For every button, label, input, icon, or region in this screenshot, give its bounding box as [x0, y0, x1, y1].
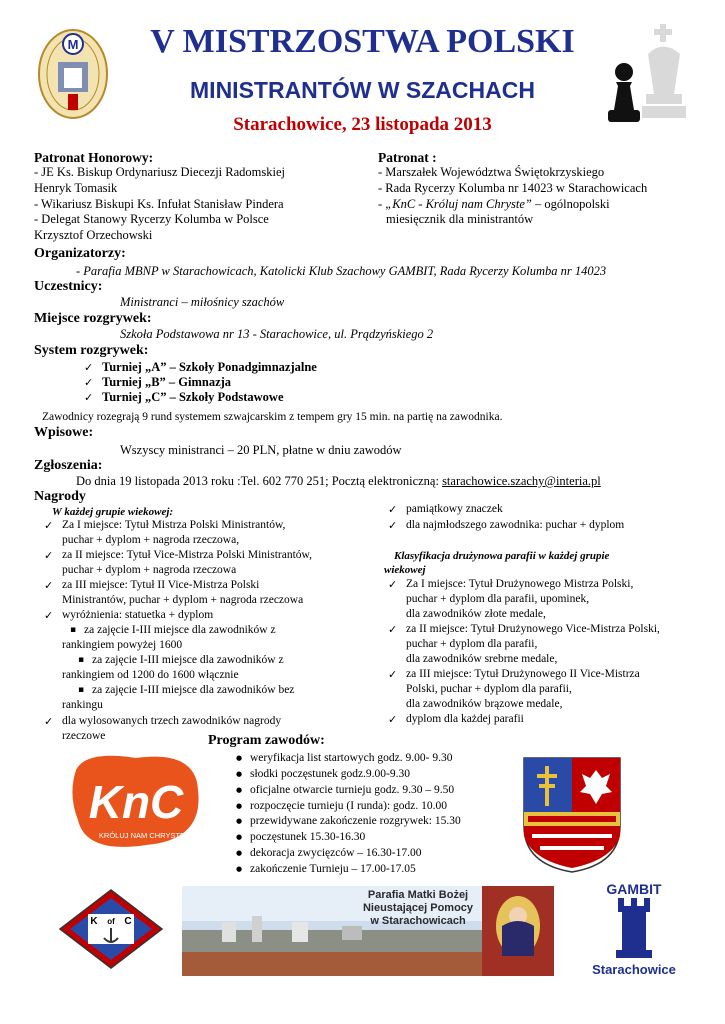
program-item: ● rozpoczęcie turnieju (I runda): godz. 10.00	[250, 799, 447, 814]
wpisowe-heading: Wpisowe:	[34, 425, 94, 440]
parish-name-line-3: w Starachowicach	[370, 915, 466, 927]
knc-logo-text: KnC	[88, 776, 184, 828]
knc-logo-tagline: KRÓLUJ NAM CHRYSTE	[98, 831, 186, 840]
team-classification-heading: Klasyfikacja drużynowa parafii w każdej grupie	[394, 550, 610, 562]
nagrody-heading: Nagrody	[34, 489, 86, 504]
kofc-of-letters: of	[107, 917, 115, 926]
prize-item: ✓ Za I miejsce: Tytuł Mistrza Polski Ministrantów,	[62, 518, 285, 533]
system-item: ✓ Turniej „A” – Szkoły Ponadgimnazjalne	[102, 360, 317, 375]
program-item: ● słodki poczęstunek godz.9.00-9.30	[250, 767, 410, 782]
miejsce-heading: Miejsce rozgrywek:	[34, 311, 152, 326]
gambit-name: GAMBIT	[606, 881, 662, 897]
team-classification-heading-2: wiekowej	[384, 564, 426, 576]
prize-item-cont: rzeczowe	[62, 730, 106, 742]
parish-name-line-1: Parafia Matki Bożej	[367, 889, 469, 901]
gambit-club-logo	[584, 880, 684, 980]
gambit-city: Starachowice	[592, 962, 676, 977]
parish-banner	[182, 886, 554, 976]
program-item: ● przewidywane zakończenie rozgrywek: 15.30	[250, 814, 461, 829]
team-prize-item: ✓ za III miejsce: Tytuł Drużynowego II Vice-Mistrza	[406, 667, 640, 682]
patronat-honorowy-line: Henryk Tomasik	[34, 181, 118, 195]
king-piece-icon	[642, 24, 686, 118]
program-item: ● weryfikacja list startowych godz. 9.00- 9.30	[250, 751, 452, 766]
program-heading: Program zawodów:	[208, 733, 325, 748]
system-heading: System rozgrywek:	[34, 343, 149, 358]
program-item: ● zakończenie Turnieju – 17.00-17.05	[250, 862, 416, 877]
prize-item: ✓ pamiątkowy znaczek	[406, 502, 503, 517]
zgloszenia-heading: Zgłoszenia:	[34, 458, 103, 473]
prize-item-cont: rankingu	[62, 699, 103, 711]
team-prize-cont: Polski, puchar + dyplom dla parafii,	[406, 683, 572, 695]
knights-of-columbus-emblem	[58, 888, 164, 970]
uczestnicy-heading: Uczestnicy:	[34, 279, 103, 294]
patronat-heading: Patronat :	[378, 150, 437, 165]
patronat-line: - Marszałek Województwa Świętokrzyskiego	[378, 165, 605, 179]
nagrody-left-heading: W każdej grupie wiekowej:	[52, 506, 174, 518]
prize-item-cont: puchar + dyplom + nagroda rzeczowa	[62, 564, 237, 576]
rook-icon	[616, 898, 652, 958]
zgloszenia-line	[76, 474, 601, 489]
ministrant-badge-letter: M	[67, 37, 79, 52]
patronat-honorowy-line: - JE Ks. Biskup Ordynariusz Diecezji Radomskiej	[34, 165, 285, 179]
wpisowe-text: Wszyscy ministranci – 20 PLN, płatne w dniu zawodów	[120, 443, 402, 457]
program-item: ● oficjalne otwarcie turnieju godz. 9.30 – 9.50	[250, 783, 454, 798]
pawn-piece-icon	[608, 63, 640, 122]
patronat-honorowy-line: - Delegat Stanowy Rycerzy Kolumba w Polsce	[34, 212, 269, 226]
uczestnicy-text: Ministranci – miłośnicy szachów	[120, 295, 285, 309]
prize-item-cont: rankingiem od 1200 do 1600 włącznie	[62, 669, 239, 681]
parish-name-line-2: Nieustającej Pomocy	[362, 902, 474, 914]
page-subtitle: MINISTRANTÓW W SZACHACH	[190, 77, 535, 103]
patronat-knc-prefix: -	[378, 197, 386, 211]
team-prize-item: ✓ dyplom dla każdej parafii	[406, 712, 524, 727]
team-prize-cont: puchar + dyplom dla parafii,	[406, 638, 538, 650]
system-item: ✓ Turniej „B” – Gimnazja	[102, 375, 231, 390]
prize-subitem: ▪ za zajęcie I-III miejsce dla zawodników bez	[92, 683, 294, 698]
organizatorzy-text: - Parafia MBNP w Starachowicach, Katolicki Klub Szachowy GAMBIT, Rada Rycerzy Kolumba nr 14023	[76, 264, 607, 278]
patronat-knc-line	[378, 197, 610, 212]
chess-pieces-image	[598, 14, 698, 132]
patronat-honorowy-line: Krzysztof Orzechowski	[34, 228, 153, 242]
team-prize-cont: dla zawodników brązowe medale,	[406, 698, 563, 710]
team-prize-item: ✓ za II miejsce: Tytuł Drużynowego Vice-Mistrza Polski,	[406, 622, 660, 637]
team-prize-cont: dla zawodników złote medale,	[406, 608, 546, 620]
prize-item: ✓ dla wylosowanych trzech zawodników nagrody	[62, 714, 281, 729]
program-item: ● poczęstunek 15.30-16.30	[250, 830, 365, 845]
date-line: Starachowice, 23 listopada 2013	[233, 114, 492, 135]
team-prize-cont: dla zawodników srebrne medale,	[406, 653, 558, 665]
miejsce-text: Szkoła Podstawowa nr 13 - Starachowice, ul. Prądzyńskiego 2	[120, 327, 434, 341]
system-item: ✓ Turniej „C” – Szkoły Podstawowe	[102, 390, 284, 405]
prize-subitem: ▪ za zajęcie I-III miejsce dla zawodników z	[84, 623, 276, 638]
zgloszenia-text: Do dnia 19 listopada 2013 roku :Tel. 602 770 251; Pocztą elektroniczną:	[76, 474, 443, 488]
kofc-c-letter: C	[124, 916, 132, 927]
prize-item-cont: Ministrantów, puchar + dyplom + nagroda rzeczowa	[62, 594, 304, 606]
prize-item: ✓ za II miejsce: Tytuł Vice-Mistrza Polski Ministrantów,	[62, 548, 312, 563]
prize-item: ✓ za III miejsce: Tytuł II Vice-Mistrza Polski	[62, 578, 259, 593]
prize-item: ✓ dla najmłodszego zawodnika: puchar + dyplom	[406, 518, 624, 533]
patronat-honorowy-heading: Patronat Honorowy:	[34, 150, 154, 165]
prize-item-cont: rankingiem powyżej 1600	[62, 639, 183, 651]
program-item: ● dekoracja zwycięzców – 16.30-17.00	[250, 846, 421, 861]
patronat-knc-title: „KnC - Króluj nam Chryste”	[385, 197, 532, 211]
patronat-knc-line2: miesięcznik dla ministrantów	[386, 212, 534, 226]
kofc-k-letter: K	[90, 916, 98, 927]
prize-subitem: ▪ za zajęcie I-III miejsce dla zawodników z	[92, 653, 284, 668]
patronat-line: - Rada Rycerzy Kolumba nr 14023 w Starachowicach	[378, 181, 648, 195]
swietokrzyskie-coat-of-arms	[522, 756, 622, 874]
system-note: Zawodnicy rozegrają 9 rund systemem szwajcarskim z tempem gry 15 min. na partię na zawodnika.	[42, 411, 503, 423]
team-prize-cont: puchar + dyplom dla parafii, upominek,	[406, 593, 590, 605]
knc-logo	[66, 750, 206, 855]
team-prize-item: ✓ Za I miejsce: Tytuł Drużynowego Mistrza Polski,	[406, 577, 633, 592]
organizatorzy-heading: Organizatorzy:	[34, 246, 126, 261]
zgloszenia-email-link[interactable]: starachowice.szachy@interia.pl	[442, 474, 601, 488]
patronat-honorowy-line: - Wikariusz Biskupi Ks. Infułat Stanisław Pindera	[34, 197, 284, 211]
page-title: V MISTRZOSTWA POLSKI	[150, 23, 575, 60]
patronat-knc-suffix: – ogólnopolski	[531, 197, 610, 211]
prize-item-cont: puchar + dyplom + nagroda rzeczowa,	[62, 534, 240, 546]
prize-item: ✓ wyróżnienia: statuetka + dyplom	[62, 608, 213, 623]
